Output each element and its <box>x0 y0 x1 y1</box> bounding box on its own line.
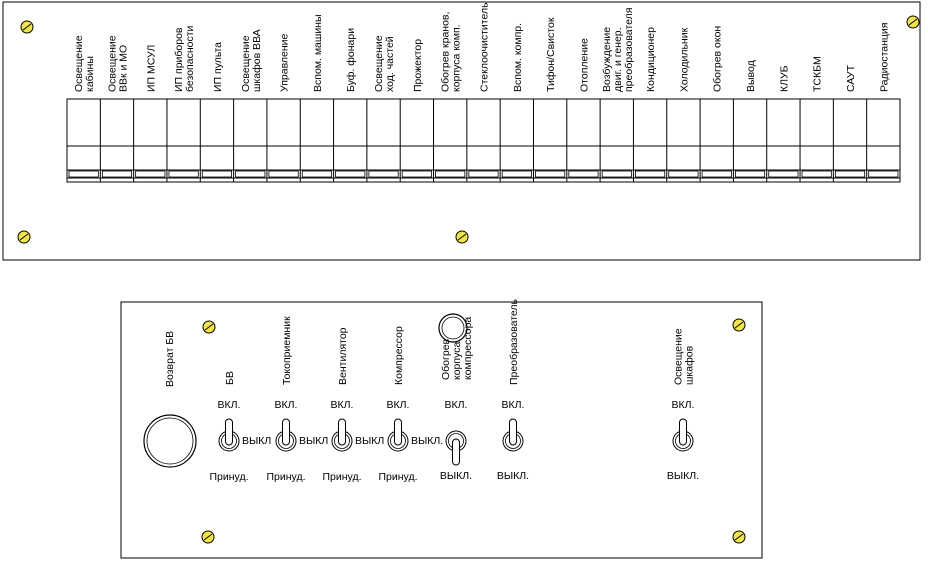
breaker-label-line: Стеклоочиститель <box>478 2 491 92</box>
breaker-label-line: ход. частей <box>384 36 397 92</box>
switch-off-label: ВЫКЛ. <box>411 435 444 447</box>
breaker-label-line: Освещение <box>373 35 386 92</box>
toggle-lever[interactable] <box>395 419 402 445</box>
breaker-handle[interactable] <box>535 171 564 177</box>
breaker-label-line: Прожектор <box>411 38 424 92</box>
toggle-lever[interactable] <box>680 419 687 445</box>
breaker-label <box>645 27 657 92</box>
breaker-label <box>412 39 424 92</box>
switch-title: компрессора <box>462 316 474 380</box>
breaker-label-line: ИП приборов <box>173 27 186 92</box>
breaker-label <box>712 26 724 92</box>
toggle-switch-group <box>379 326 444 483</box>
breaker-handle[interactable] <box>269 171 298 177</box>
toggle-switch-group <box>267 316 329 483</box>
breaker-label <box>279 33 291 92</box>
breaker-label-line: Освещение <box>239 35 252 92</box>
breaker-label-line: Вывод <box>745 60 758 92</box>
switch-on-label: ВКЛ. <box>386 399 410 411</box>
breaker-handle[interactable] <box>869 171 898 177</box>
breaker-handle[interactable] <box>136 171 165 177</box>
breaker-label-line: Обогрев кранов, <box>439 11 452 92</box>
switch-title: шкафов <box>683 345 696 385</box>
breaker-label-line: ИП МСУЛ <box>145 44 158 92</box>
switch-title: Компрессор <box>393 326 405 385</box>
toggle-switch[interactable] <box>276 419 296 451</box>
breaker-labels <box>73 2 890 92</box>
breaker-label <box>778 65 790 92</box>
screw-icon <box>733 319 745 331</box>
toggle-lever[interactable] <box>510 419 517 445</box>
breaker-label-line: САУТ <box>845 65 858 92</box>
breaker-label <box>312 14 324 92</box>
switch-on-label: ВКЛ. <box>274 399 298 411</box>
switch-bottom-label: ВЫКЛ. <box>496 470 530 482</box>
switch-on-label: ВКЛ. <box>330 399 354 411</box>
breaker-label-line: Освещение <box>106 35 119 92</box>
breaker-label-line: преобразователя <box>622 7 635 92</box>
switch-off-label: ВЫКЛ <box>355 435 385 447</box>
switch-title: Токоприемник <box>281 316 293 385</box>
breaker-handle[interactable] <box>302 171 331 177</box>
breaker-handle[interactable] <box>502 171 531 177</box>
breaker-handle[interactable] <box>436 171 465 177</box>
switch-title: Обогрев <box>440 338 452 380</box>
breaker-label-line: Управление <box>278 33 291 92</box>
breaker-label <box>240 29 263 92</box>
breaker-label <box>545 17 557 92</box>
switch-off-label: ВЫКЛ <box>242 435 272 447</box>
breaker-handle[interactable] <box>336 171 365 177</box>
breaker-label <box>345 28 357 92</box>
breaker-label <box>678 27 690 92</box>
toggle-switch[interactable] <box>332 419 352 451</box>
screw-icon <box>202 531 214 543</box>
breaker-label-line: безопасности <box>184 25 197 92</box>
breaker-label <box>601 8 635 92</box>
breaker-label <box>845 64 857 92</box>
screw-icon <box>21 21 33 33</box>
breaker-handle[interactable] <box>69 171 98 177</box>
breaker-label-line: Радиостанция <box>878 22 891 92</box>
breaker-label-line: Тифон/Свисток <box>545 17 558 92</box>
breaker-label-line: Кондиционер <box>645 27 658 92</box>
breaker-label-line: Отопление <box>578 38 591 92</box>
switch-on-label: ВКЛ. <box>217 399 241 411</box>
breaker-label <box>373 35 396 92</box>
breaker-label <box>745 60 757 92</box>
breaker-label-line: Обогрев окон <box>711 25 724 92</box>
switch-off-label: ВЫКЛ <box>299 435 329 447</box>
toggle-switch-group <box>667 328 699 482</box>
breaker-handle[interactable] <box>702 171 731 177</box>
breaker-handle[interactable] <box>769 171 798 177</box>
breaker-label-line: корпуса комп. <box>450 24 463 92</box>
breaker-label-line: Возбуждение <box>600 26 613 92</box>
breaker-handle[interactable] <box>602 171 631 177</box>
switch-title: Освещение <box>672 328 685 385</box>
breaker-label-line: шкафов ВВА <box>250 29 263 92</box>
breaker-label <box>173 25 196 92</box>
breaker-label <box>145 45 157 92</box>
breaker-label-line: Освещение <box>73 35 86 92</box>
breaker-handle[interactable] <box>735 171 764 177</box>
breaker-label-line: Холодильник <box>678 27 691 92</box>
reset-bv-button[interactable] <box>144 415 196 467</box>
switch-on-label: ВКЛ. <box>444 399 468 411</box>
switch-panel <box>121 298 762 558</box>
breaker-label <box>440 12 463 92</box>
toggle-switch[interactable] <box>673 419 693 451</box>
breaker-label-line: ИП пульта <box>211 41 224 92</box>
breaker-handle[interactable] <box>469 171 498 177</box>
breaker-handle[interactable] <box>236 171 265 177</box>
switch-bottom-label: Принуд. <box>266 471 306 483</box>
breaker-handle[interactable] <box>669 171 698 177</box>
switch-title: БВ <box>224 371 236 385</box>
toggle-switch[interactable] <box>446 431 466 465</box>
breaker-handle[interactable] <box>569 171 598 177</box>
screw-icon <box>456 231 468 243</box>
breaker-handle[interactable] <box>402 171 431 177</box>
breaker-label <box>479 2 491 92</box>
breaker-handle[interactable] <box>169 171 198 177</box>
breaker-label-line: двиг. и генер. <box>611 27 624 92</box>
toggle-lever[interactable] <box>226 419 233 445</box>
switch-bottom-label: Принуд. <box>378 471 418 483</box>
switch-title: Преобразователь <box>508 298 520 385</box>
switch-bottom-label: ВЫКЛ. <box>439 470 473 482</box>
toggle-switch[interactable] <box>503 419 523 451</box>
reset-bv-label: Возврат БВ <box>164 330 176 387</box>
breaker-label <box>878 23 890 92</box>
toggle-switch-group <box>323 327 385 483</box>
switch-bottom-label: Принуд. <box>322 471 362 483</box>
breaker-label <box>212 42 224 92</box>
toggle-switch-group <box>497 298 529 482</box>
switch-bottom-label: ВЫКЛ. <box>666 470 700 482</box>
toggle-lever[interactable] <box>453 439 460 465</box>
breaker-handle[interactable] <box>102 171 131 177</box>
switch-on-label: ВКЛ. <box>671 399 695 411</box>
toggle-switch-group <box>210 371 272 483</box>
breaker-label-line: ТСКБМ <box>811 56 824 92</box>
switch-title: Вентилятор <box>337 327 349 385</box>
screw-icon <box>907 16 919 28</box>
breaker-label <box>578 38 590 92</box>
breaker-label-line: Вспом. компр. <box>511 22 524 92</box>
switch-title: корпуса <box>451 341 463 380</box>
breaker-handle[interactable] <box>635 171 664 177</box>
breaker-handle[interactable] <box>369 171 398 177</box>
breaker-label-line: Буф. фонари <box>345 27 358 92</box>
toggle-switch[interactable] <box>219 419 239 451</box>
breaker-label-line: ВВк и МО <box>117 44 130 92</box>
toggle-switch[interactable] <box>388 419 408 451</box>
switch-on-label: ВКЛ. <box>501 399 525 411</box>
breaker-panel <box>3 2 920 260</box>
breaker-handle[interactable] <box>802 171 831 177</box>
breaker-handle[interactable] <box>202 171 231 177</box>
breaker-label-line: КЛУБ <box>778 65 791 92</box>
switch-bottom-label: Принуд. <box>209 471 249 483</box>
screw-icon <box>18 231 30 243</box>
breaker-label <box>73 35 96 92</box>
screw-icon <box>733 531 745 543</box>
breaker-label-line: кабины <box>84 56 97 92</box>
breaker-label <box>106 35 129 92</box>
toggle-lever[interactable] <box>339 419 346 445</box>
breaker-label-line: Вспом. машины <box>311 14 324 92</box>
breaker-label <box>812 56 824 92</box>
screw-icon <box>203 321 215 333</box>
breaker-handle[interactable] <box>835 171 864 177</box>
breaker-label <box>512 23 524 92</box>
toggle-lever[interactable] <box>283 419 290 445</box>
